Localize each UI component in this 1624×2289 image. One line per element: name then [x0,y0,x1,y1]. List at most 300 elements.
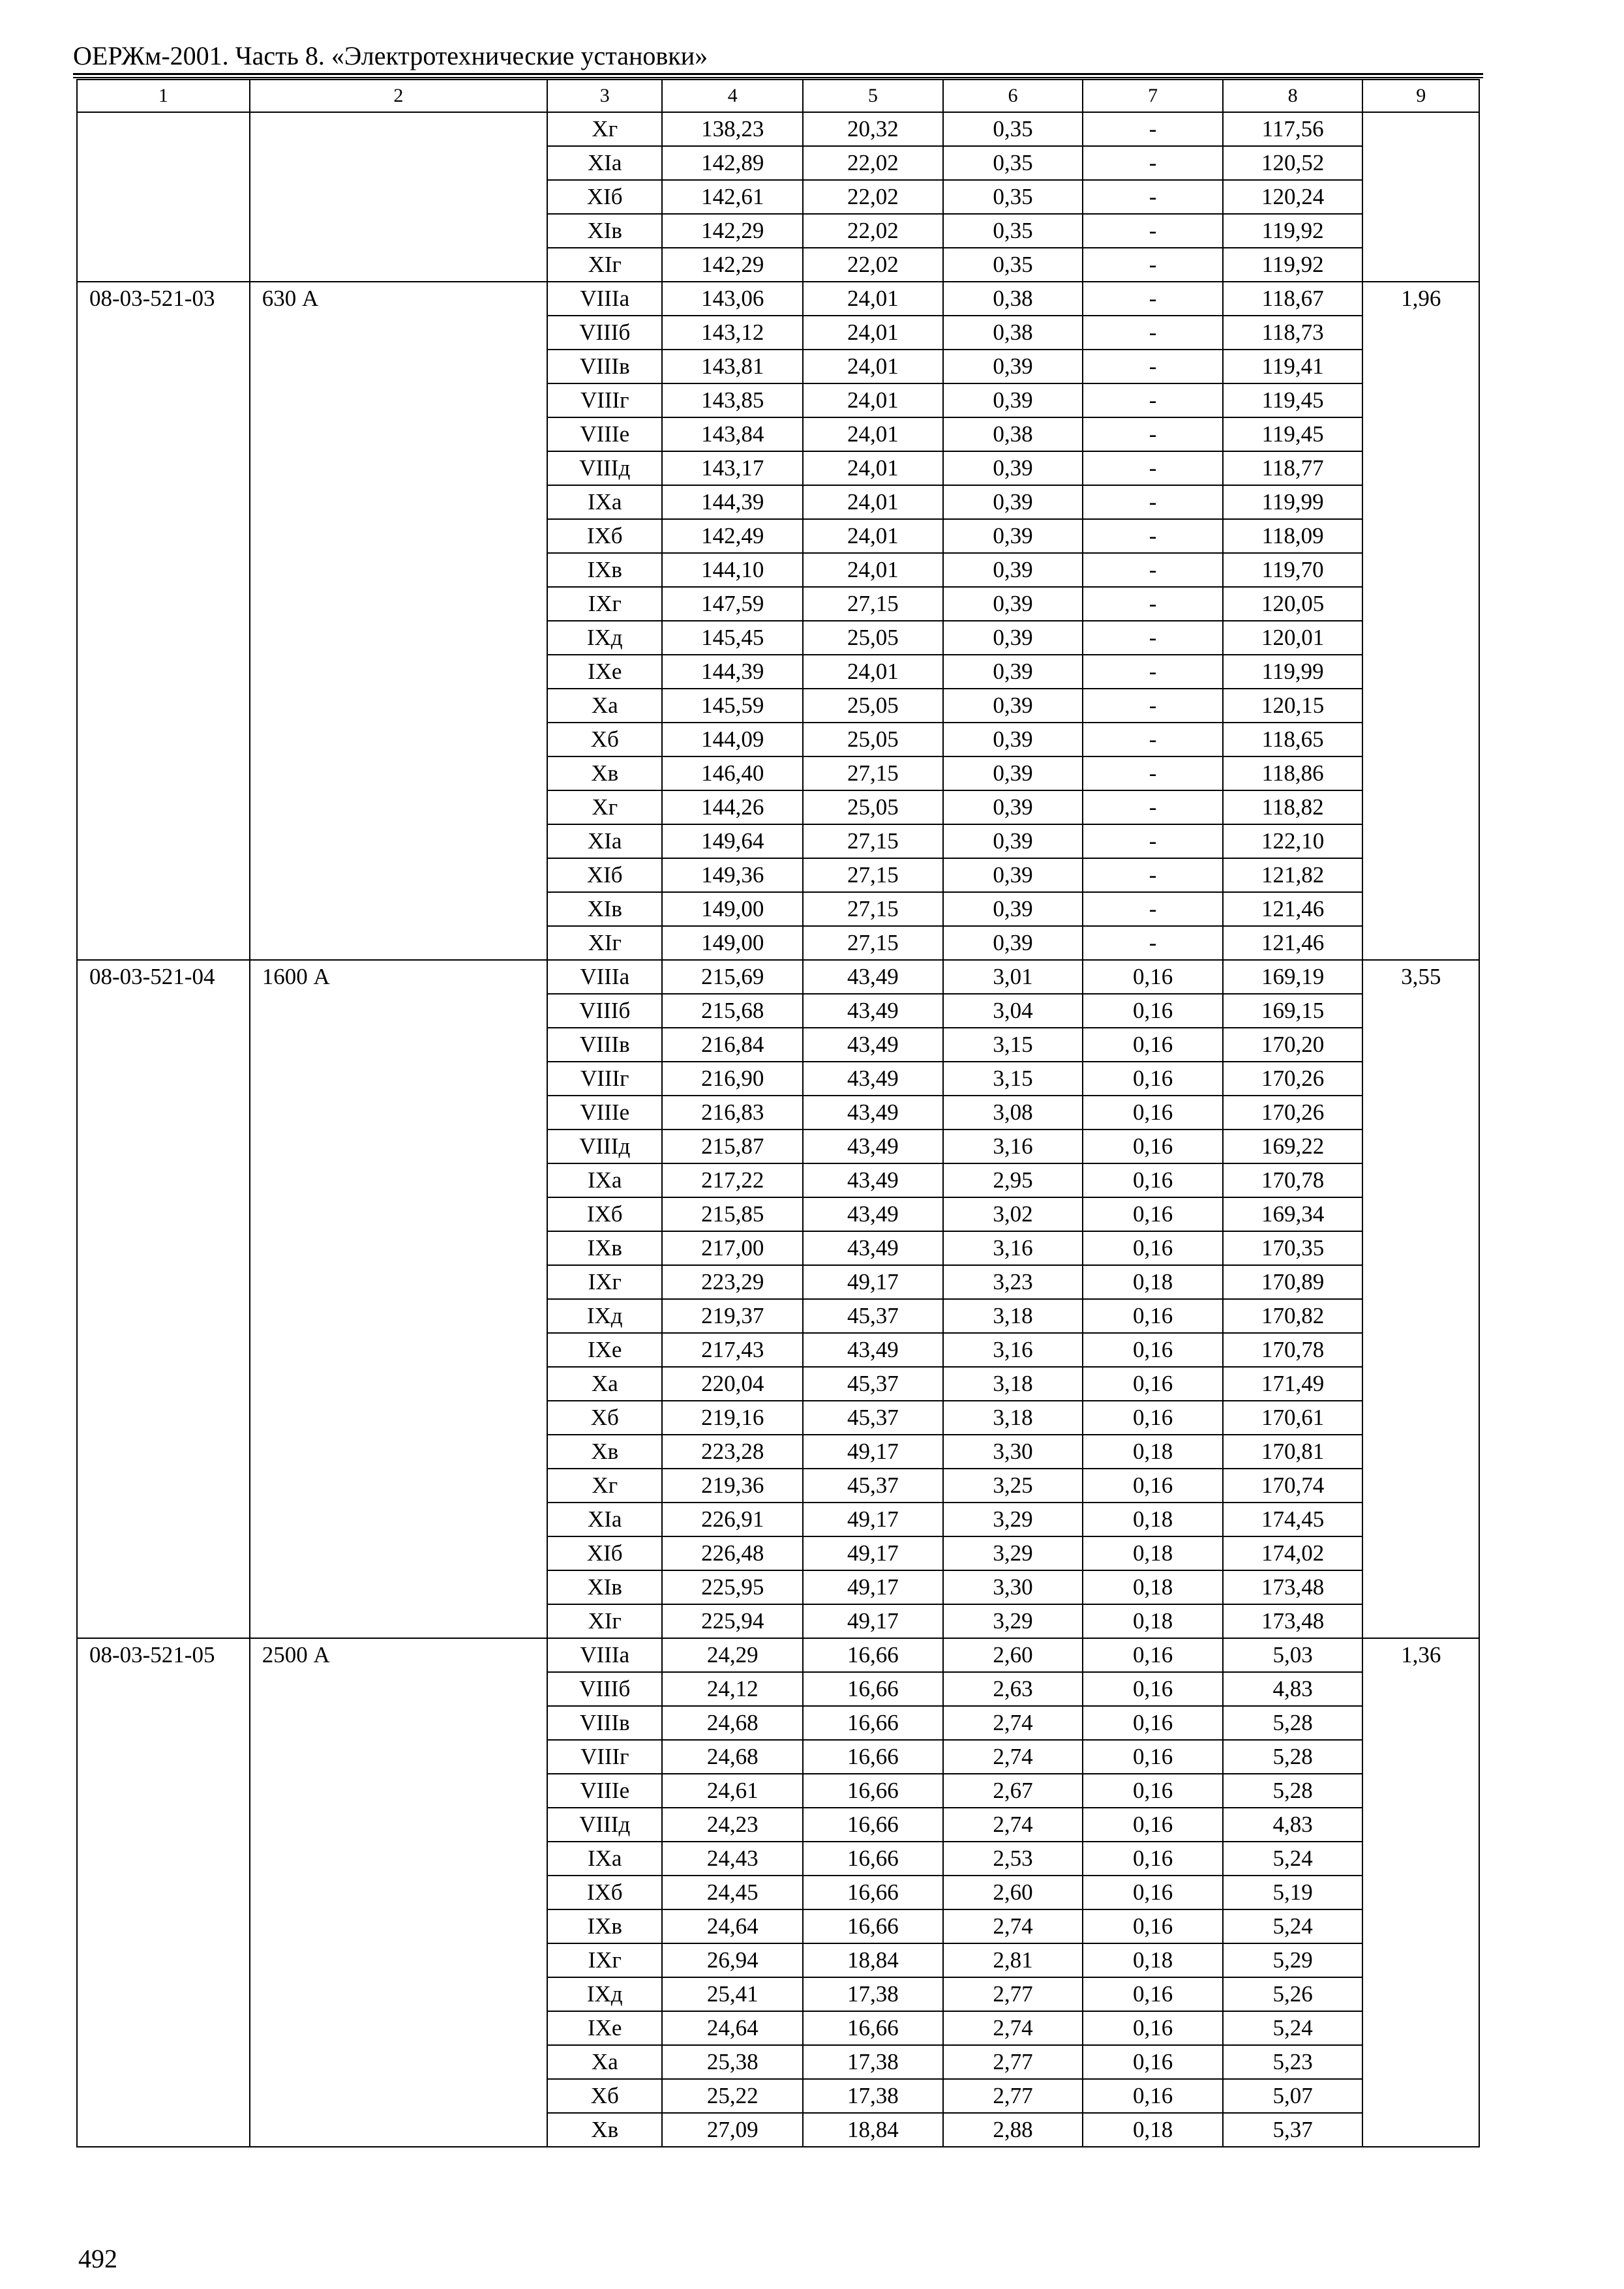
column-number: 6 [943,80,1083,112]
machine-cost-cell: 3,18 [943,1367,1083,1401]
wages-cell: 25,05 [803,790,943,824]
total-cost-cell: 216,83 [662,1096,803,1130]
section-cell: VIIIб [547,994,662,1028]
table-row [77,1638,1479,1672]
section-cell: Xг [547,112,662,146]
wages-cell: 16,66 [803,1706,943,1740]
section-cell: Xг [547,790,662,824]
section-cell: IXв [547,1909,662,1943]
materials-cost-cell: 120,05 [1223,587,1363,621]
materials-cost-cell: 171,49 [1223,1367,1363,1401]
table-row [77,960,1479,994]
wages-cell: 24,01 [803,383,943,417]
wages-cell: 24,01 [803,655,943,689]
operator-wages-cell: 0,16 [1083,994,1223,1028]
wages-cell: 49,17 [803,1536,943,1570]
wages-cell: 17,38 [803,2045,943,2079]
section-cell: IXд [547,621,662,655]
machine-cost-cell: 2,77 [943,1977,1083,2011]
total-cost-cell: 138,23 [662,112,803,146]
materials-cost-cell: 5,24 [1223,1909,1363,1943]
machine-cost-cell: 0,39 [943,350,1083,383]
materials-cost-cell: 5,24 [1223,1842,1363,1876]
materials-cost-cell: 5,37 [1223,2113,1363,2147]
machine-cost-cell: 3,29 [943,1604,1083,1638]
total-cost-cell: 142,61 [662,180,803,214]
wages-cell: 27,15 [803,892,943,926]
machine-cost-cell: 0,35 [943,180,1083,214]
operator-wages-cell: - [1083,248,1223,282]
machine-cost-cell: 0,39 [943,756,1083,790]
operator-wages-cell: 0,16 [1083,1130,1223,1163]
materials-cost-cell: 170,74 [1223,1469,1363,1503]
machine-cost-cell: 0,39 [943,892,1083,926]
section-cell: IXа [547,1163,662,1197]
header-rule [73,73,1483,75]
section-cell: Xг [547,1469,662,1503]
total-cost-cell: 26,94 [662,1943,803,1977]
total-cost-cell: 24,68 [662,1740,803,1774]
machine-cost-cell: 2,60 [943,1638,1083,1672]
operator-wages-cell: 0,18 [1083,1265,1223,1299]
total-cost-cell: 25,22 [662,2079,803,2113]
machine-cost-cell: 0,39 [943,790,1083,824]
column-number: 7 [1083,80,1223,112]
machine-cost-cell: 3,29 [943,1536,1083,1570]
wages-cell: 45,37 [803,1469,943,1503]
operator-wages-cell: 0,16 [1083,1638,1223,1672]
labor-coefficient-cell: 3,55 [1362,960,1479,1638]
operator-wages-cell: 0,16 [1083,1469,1223,1503]
materials-cost-cell: 117,56 [1223,112,1363,146]
wages-cell: 16,66 [803,1672,943,1706]
wages-cell: 22,02 [803,146,943,180]
operator-wages-cell: - [1083,689,1223,723]
section-cell: IXб [547,519,662,553]
total-cost-cell: 143,85 [662,383,803,417]
operator-wages-cell: 0,16 [1083,1909,1223,1943]
materials-cost-cell: 170,61 [1223,1401,1363,1435]
materials-cost-cell: 173,48 [1223,1570,1363,1604]
materials-cost-cell: 169,15 [1223,994,1363,1028]
materials-cost-cell: 121,46 [1223,892,1363,926]
materials-cost-cell: 5,26 [1223,1977,1363,2011]
machine-cost-cell: 2,95 [943,1163,1083,1197]
materials-cost-cell: 119,70 [1223,553,1363,587]
operator-wages-cell: - [1083,824,1223,858]
materials-cost-cell: 169,22 [1223,1130,1363,1163]
wages-cell: 24,01 [803,417,943,451]
machine-cost-cell: 3,15 [943,1028,1083,1062]
materials-cost-cell: 118,73 [1223,316,1363,350]
operator-wages-cell: 0,16 [1083,2045,1223,2079]
machine-cost-cell: 2,77 [943,2045,1083,2079]
materials-cost-cell: 5,23 [1223,2045,1363,2079]
wages-cell: 22,02 [803,214,943,248]
wages-cell: 45,37 [803,1367,943,1401]
materials-cost-cell: 170,89 [1223,1265,1363,1299]
total-cost-cell: 24,64 [662,2011,803,2045]
total-cost-cell: 226,48 [662,1536,803,1570]
machine-cost-cell: 3,02 [943,1197,1083,1231]
machine-cost-cell: 0,39 [943,926,1083,960]
machine-cost-cell: 0,39 [943,621,1083,655]
column-number-row [77,80,1479,112]
total-cost-cell: 142,29 [662,214,803,248]
section-cell: VIIIа [547,282,662,316]
materials-cost-cell: 5,07 [1223,2079,1363,2113]
operator-wages-cell: 0,16 [1083,1197,1223,1231]
operator-wages-cell: 0,16 [1083,1028,1223,1062]
section-cell: VIIIг [547,1740,662,1774]
operator-wages-cell: - [1083,350,1223,383]
materials-cost-cell: 118,09 [1223,519,1363,553]
total-cost-cell: 220,04 [662,1367,803,1401]
section-cell: VIIIа [547,1638,662,1672]
total-cost-cell: 24,61 [662,1774,803,1808]
materials-cost-cell: 118,77 [1223,451,1363,485]
total-cost-cell: 145,59 [662,689,803,723]
wages-cell: 24,01 [803,485,943,519]
operator-wages-cell: - [1083,723,1223,756]
wages-cell: 43,49 [803,1231,943,1265]
operator-wages-cell: 0,18 [1083,1435,1223,1469]
section-cell: XIв [547,1570,662,1604]
total-cost-cell: 215,85 [662,1197,803,1231]
labor-coefficient-cell: 1,36 [1362,1638,1479,2147]
section-cell: Xб [547,2079,662,2113]
total-cost-cell: 144,26 [662,790,803,824]
section-cell: XIг [547,248,662,282]
wages-cell: 16,66 [803,1740,943,1774]
resource-code-cell: 08-03-521-03 [77,282,250,960]
materials-cost-cell: 170,26 [1223,1096,1363,1130]
machine-cost-cell: 2,88 [943,2113,1083,2147]
page-header: ОЕРЖм-2001. Часть 8. «Электротехнические установки» [73,41,708,70]
machine-cost-cell: 2,77 [943,2079,1083,2113]
operator-wages-cell: 0,18 [1083,1570,1223,1604]
wages-cell: 24,01 [803,451,943,485]
operator-wages-cell: - [1083,587,1223,621]
wages-cell: 27,15 [803,926,943,960]
total-cost-cell: 142,49 [662,519,803,553]
total-cost-cell: 24,29 [662,1638,803,1672]
materials-cost-cell: 5,29 [1223,1943,1363,1977]
section-cell: IXе [547,2011,662,2045]
total-cost-cell: 219,37 [662,1299,803,1333]
materials-cost-cell: 121,82 [1223,858,1363,892]
operator-wages-cell: 0,16 [1083,1163,1223,1197]
total-cost-cell: 223,29 [662,1265,803,1299]
section-cell: IXа [547,485,662,519]
machine-cost-cell: 0,39 [943,519,1083,553]
wages-cell: 49,17 [803,1604,943,1638]
section-cell: XIб [547,1536,662,1570]
machine-cost-cell: 3,30 [943,1570,1083,1604]
materials-cost-cell: 119,45 [1223,383,1363,417]
total-cost-cell: 144,39 [662,655,803,689]
labor-coefficient-cell [1362,112,1479,282]
machine-cost-cell: 3,16 [943,1333,1083,1367]
materials-cost-cell: 173,48 [1223,1604,1363,1638]
materials-cost-cell: 170,82 [1223,1299,1363,1333]
wages-cell: 43,49 [803,1163,943,1197]
materials-cost-cell: 170,20 [1223,1028,1363,1062]
wages-cell: 24,01 [803,350,943,383]
wages-cell: 16,66 [803,1774,943,1808]
total-cost-cell: 143,12 [662,316,803,350]
wages-cell: 43,49 [803,1096,943,1130]
wages-cell: 16,66 [803,2011,943,2045]
section-cell: IXа [547,1842,662,1876]
section-cell: Xб [547,723,662,756]
operator-wages-cell: - [1083,214,1223,248]
materials-cost-cell: 170,35 [1223,1231,1363,1265]
operator-wages-cell: - [1083,790,1223,824]
materials-cost-cell: 5,19 [1223,1876,1363,1909]
total-cost-cell: 223,28 [662,1435,803,1469]
total-cost-cell: 144,09 [662,723,803,756]
operator-wages-cell: 0,18 [1083,1536,1223,1570]
total-cost-cell: 216,90 [662,1062,803,1096]
wages-cell: 22,02 [803,180,943,214]
total-cost-cell: 149,00 [662,926,803,960]
total-cost-cell: 24,64 [662,1909,803,1943]
materials-cost-cell: 119,92 [1223,248,1363,282]
section-cell: Xа [547,1367,662,1401]
header-rule-thin [73,77,1483,78]
total-cost-cell: 27,09 [662,2113,803,2147]
wages-cell: 27,15 [803,587,943,621]
wages-cell: 16,66 [803,1909,943,1943]
section-cell: Xа [547,689,662,723]
wages-cell: 43,49 [803,994,943,1028]
machine-cost-cell: 2,81 [943,1943,1083,1977]
materials-cost-cell: 120,24 [1223,180,1363,214]
total-cost-cell: 149,64 [662,824,803,858]
machine-cost-cell: 3,18 [943,1401,1083,1435]
total-cost-cell: 219,36 [662,1469,803,1503]
materials-cost-cell: 169,34 [1223,1197,1363,1231]
materials-cost-cell: 170,81 [1223,1435,1363,1469]
machine-cost-cell: 2,67 [943,1774,1083,1808]
operator-wages-cell: 0,16 [1083,2011,1223,2045]
operator-wages-cell: - [1083,519,1223,553]
machine-cost-cell: 2,74 [943,1706,1083,1740]
section-cell: IXе [547,1333,662,1367]
section-cell: XIб [547,180,662,214]
labor-coefficient-cell: 1,96 [1362,282,1479,960]
operator-wages-cell: - [1083,926,1223,960]
materials-cost-cell: 174,45 [1223,1503,1363,1536]
operator-wages-cell: - [1083,180,1223,214]
section-cell: VIIIг [547,1062,662,1096]
materials-cost-cell: 119,99 [1223,655,1363,689]
item-name-cell: 1600 А [250,960,547,1638]
materials-cost-cell: 118,65 [1223,723,1363,756]
operator-wages-cell: - [1083,146,1223,180]
total-cost-cell: 24,68 [662,1706,803,1740]
wages-cell: 49,17 [803,1570,943,1604]
total-cost-cell: 146,40 [662,756,803,790]
section-cell: VIIIб [547,1672,662,1706]
total-cost-cell: 142,29 [662,248,803,282]
machine-cost-cell: 0,35 [943,214,1083,248]
section-cell: IXд [547,1299,662,1333]
operator-wages-cell: 0,18 [1083,1943,1223,1977]
section-cell: IXг [547,1265,662,1299]
materials-cost-cell: 5,28 [1223,1740,1363,1774]
section-cell: VIIIб [547,316,662,350]
operator-wages-cell: 0,16 [1083,1401,1223,1435]
materials-cost-cell: 170,78 [1223,1333,1363,1367]
wages-cell: 43,49 [803,1197,943,1231]
total-cost-cell: 25,38 [662,2045,803,2079]
section-cell: VIIIв [547,1028,662,1062]
wages-cell: 49,17 [803,1503,943,1536]
operator-wages-cell: 0,16 [1083,1333,1223,1367]
section-cell: VIIIе [547,1774,662,1808]
machine-cost-cell: 2,63 [943,1672,1083,1706]
operator-wages-cell: - [1083,892,1223,926]
section-cell: XIв [547,892,662,926]
total-cost-cell: 149,36 [662,858,803,892]
section-cell: XIа [547,146,662,180]
wages-cell: 43,49 [803,1130,943,1163]
total-cost-cell: 143,84 [662,417,803,451]
page-number: 492 [78,2244,117,2273]
item-name-cell [250,112,547,282]
machine-cost-cell: 0,39 [943,485,1083,519]
total-cost-cell: 24,43 [662,1842,803,1876]
wages-cell: 18,84 [803,2113,943,2147]
machine-cost-cell: 0,38 [943,417,1083,451]
section-cell: IXг [547,1943,662,1977]
machine-cost-cell: 0,39 [943,383,1083,417]
table-row [77,112,1479,146]
operator-wages-cell: - [1083,383,1223,417]
total-cost-cell: 225,95 [662,1570,803,1604]
total-cost-cell: 24,45 [662,1876,803,1909]
total-cost-cell: 216,84 [662,1028,803,1062]
section-cell: VIIIд [547,1808,662,1842]
section-cell: Xа [547,2045,662,2079]
operator-wages-cell: 0,16 [1083,1299,1223,1333]
operator-wages-cell: 0,16 [1083,1231,1223,1265]
operator-wages-cell: 0,16 [1083,1096,1223,1130]
machine-cost-cell: 2,74 [943,1740,1083,1774]
section-cell: XIб [547,858,662,892]
total-cost-cell: 143,81 [662,350,803,383]
section-cell: XIа [547,1503,662,1536]
machine-cost-cell: 2,74 [943,1808,1083,1842]
operator-wages-cell: - [1083,485,1223,519]
total-cost-cell: 219,16 [662,1401,803,1435]
machine-cost-cell: 0,35 [943,146,1083,180]
column-number: 4 [662,80,803,112]
wages-cell: 45,37 [803,1299,943,1333]
machine-cost-cell: 0,39 [943,689,1083,723]
materials-cost-cell: 4,83 [1223,1808,1363,1842]
wages-cell: 43,49 [803,1028,943,1062]
wages-cell: 43,49 [803,960,943,994]
machine-cost-cell: 0,39 [943,553,1083,587]
section-cell: Xв [547,756,662,790]
wages-cell: 16,66 [803,1808,943,1842]
machine-cost-cell: 0,35 [943,112,1083,146]
section-cell: VIIIд [547,1130,662,1163]
machine-cost-cell: 0,39 [943,451,1083,485]
machine-cost-cell: 0,39 [943,723,1083,756]
total-cost-cell: 217,43 [662,1333,803,1367]
wages-cell: 25,05 [803,689,943,723]
machine-cost-cell: 3,15 [943,1062,1083,1096]
wages-cell: 16,66 [803,1842,943,1876]
materials-cost-cell: 5,28 [1223,1706,1363,1740]
machine-cost-cell: 0,39 [943,587,1083,621]
materials-cost-cell: 170,26 [1223,1062,1363,1096]
total-cost-cell: 215,68 [662,994,803,1028]
machine-cost-cell: 3,29 [943,1503,1083,1536]
section-cell: VIIIд [547,451,662,485]
materials-cost-cell: 120,01 [1223,621,1363,655]
materials-cost-cell: 5,24 [1223,2011,1363,2045]
machine-cost-cell: 3,01 [943,960,1083,994]
machine-cost-cell: 0,35 [943,248,1083,282]
section-cell: XIг [547,1604,662,1638]
operator-wages-cell: - [1083,858,1223,892]
section-cell: Xв [547,2113,662,2147]
total-cost-cell: 144,39 [662,485,803,519]
materials-cost-cell: 119,45 [1223,417,1363,451]
section-cell: XIг [547,926,662,960]
item-name-cell: 2500 А [250,1638,547,2147]
materials-cost-cell: 120,15 [1223,689,1363,723]
operator-wages-cell: 0,16 [1083,1977,1223,2011]
machine-cost-cell: 2,74 [943,1909,1083,1943]
section-cell: Xб [547,1401,662,1435]
total-cost-cell: 143,17 [662,451,803,485]
wages-cell: 24,01 [803,282,943,316]
operator-wages-cell: - [1083,655,1223,689]
materials-cost-cell: 4,83 [1223,1672,1363,1706]
wages-cell: 45,37 [803,1401,943,1435]
operator-wages-cell: 0,16 [1083,960,1223,994]
machine-cost-cell: 3,23 [943,1265,1083,1299]
operator-wages-cell: 0,18 [1083,2113,1223,2147]
wages-cell: 16,66 [803,1638,943,1672]
price-table [76,79,1480,2147]
operator-wages-cell: - [1083,756,1223,790]
machine-cost-cell: 2,60 [943,1876,1083,1909]
wages-cell: 27,15 [803,858,943,892]
materials-cost-cell: 169,19 [1223,960,1363,994]
wages-cell: 43,49 [803,1333,943,1367]
section-cell: VIIIе [547,417,662,451]
operator-wages-cell: 0,16 [1083,1740,1223,1774]
wages-cell: 24,01 [803,519,943,553]
total-cost-cell: 215,69 [662,960,803,994]
wages-cell: 25,05 [803,723,943,756]
total-cost-cell: 147,59 [662,587,803,621]
materials-cost-cell: 119,41 [1223,350,1363,383]
column-number: 9 [1362,80,1479,112]
operator-wages-cell: 0,16 [1083,1842,1223,1876]
materials-cost-cell: 119,92 [1223,214,1363,248]
total-cost-cell: 24,23 [662,1808,803,1842]
total-cost-cell: 142,89 [662,146,803,180]
wages-cell: 24,01 [803,553,943,587]
